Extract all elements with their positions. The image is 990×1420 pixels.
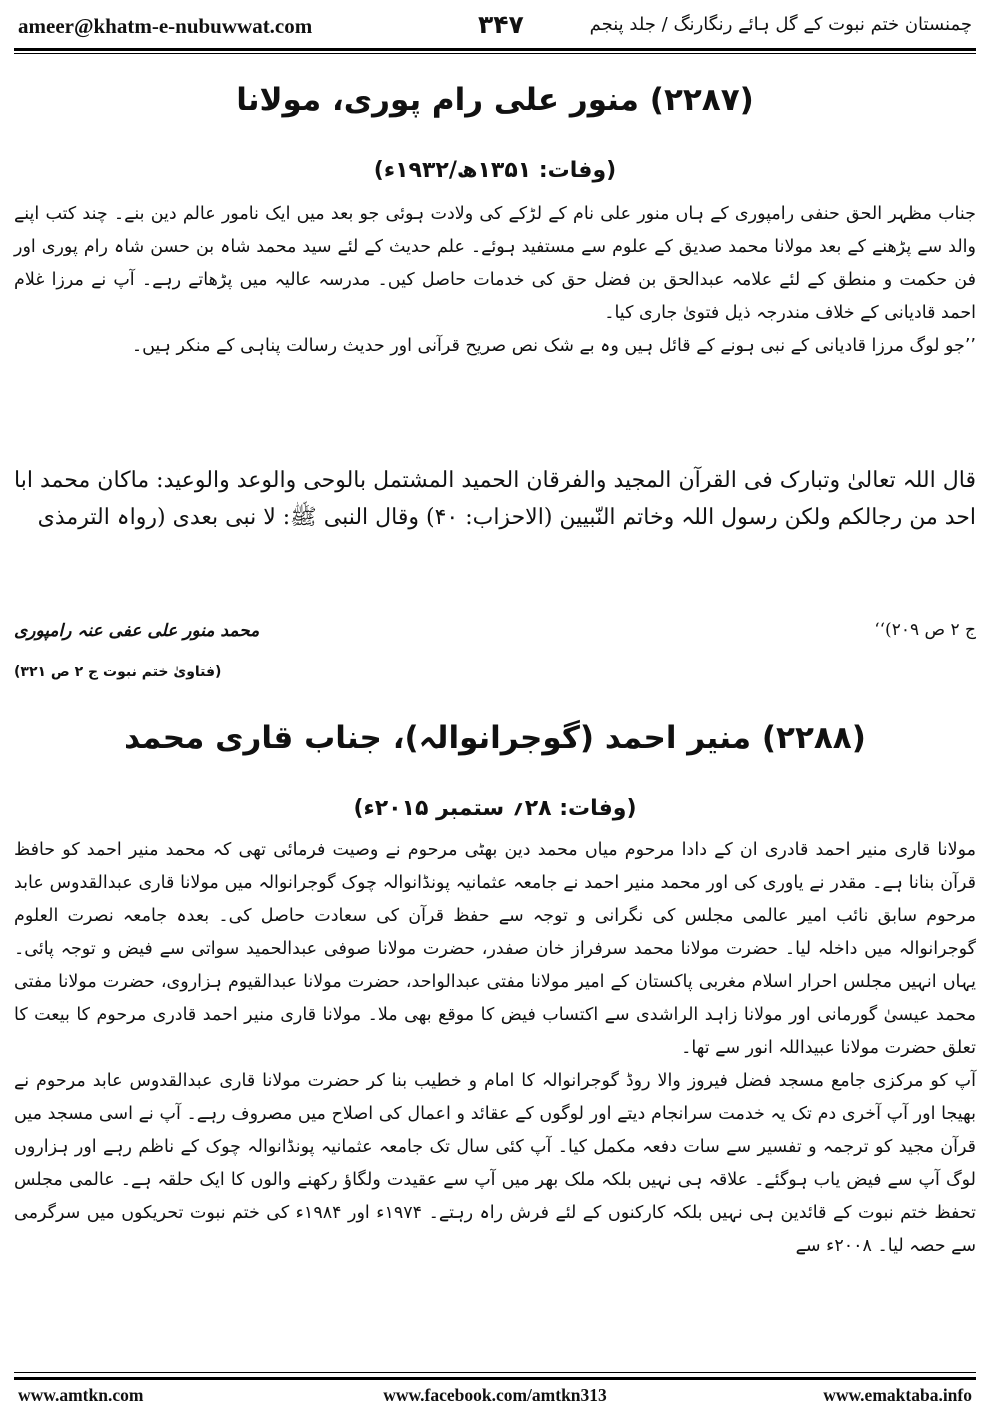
entry-paragraph (14, 834, 976, 1263)
biography-text-continued: آپ کو مرکزی جامع مسجد فضل فیروز والا روڈ گوجرانوالہ کا امام و خطیب بنا کر حضرت مولانا قاری عبدالقدوس عابد مرحوم نے بھیجا اور آپ آخری دم تک یہ خدمت سرانجام دیتے اور لوگوں کے عقائد و اعمال کی اصلاح میں مصروف رہے۔ آپ نے اسی مسجد میں قرآن مجید کو ترجمہ و تفسیر سے سات دفعہ مکمل کیا۔ آپ کئی سال تک جامعہ عثمانیہ پونڈانوالہ چوک کے ناظم رہے اور ہزاروں لوگ آپ سے فیض یاب ہوگئے۔ علاقہ ہی نہیں بلکہ ملک بھر میں آپ سے عقیدت ولگاؤ رکھنے والوں کا ایک حلقہ ہے۔ عالمی مجلس تحفظ ختم نبوت کے قائدین ہی نہیں بلکہ کارکنوں کے لئے فرش راہ رہتے۔ ۱۹۷۴ء اور ۱۹۸۴ء کی ختم نبوت تحریکوں میں سرگرمی سے حصہ لیا۔ ۲۰۰۸ء سے (14, 1071, 976, 1256)
fatwa-signer: محمد منور علی عفی عنہ رامپوری (14, 621, 260, 641)
book-title: چمنستان ختم نبوت کے گل ہائے رنگارنگ / جلد پنجم (589, 14, 972, 35)
biography-text: جناب مظہر الحق حنفی رامپوری کے ہاں منور علی نام کے لڑکے کی ولادت ہوئی جو بعد میں ایک نامور عالم دین بنے۔ چند کتب اپنے والد سے پڑھنے کے بعد مولانا محمد صدیق کے علوم سے مستفید ہوئے۔ علم حدیث کے لئے سید محمد شاہ بن حسن شاہ رام پوری اور فن حکمت و منطق کے لئے علامہ عبدالحق بن فضل حق کی خدمات حاصل کیں۔ مدرسہ عالیہ میں پڑھاتے رہے۔ آپ نے مرزا غلام احمد قادیانی کے خلاف مندرجہ ذیل فتویٰ جاری کیا۔ (14, 204, 976, 323)
biography-text: مولانا قاری منیر احمد قادری ان کے دادا مرحوم میاں محمد دین بھٹی مرحوم نے وصیت فرمائی تھی کہ محمد منیر احمد کو حافظ قرآن بنانا ہے۔ مقدر نے یاوری کی اور محمد منیر احمد نے جامعہ عثمانیہ پونڈانوالہ چوک گوجرانوالہ میں مولانا قاری عبدالقدوس عابد مرحوم سابق نائب امیر عالمی مجلس کی نگرانی و توجہ سے حفظ قرآن کی سعادت حاصل کی۔ بعدہ جامعہ نصرت العلوم گوجرانوالہ میں داخلہ لیا۔ حضرت مولانا محمد سرفراز خان صفدر، حضرت مولانا صوفی عبدالحمید سواتی سے فیض و توجہ پائی۔ یہاں انہیں مجلس احرار اسلام مغربی پاکستان کے امیر مولانا مفتی عبدالواحد، حضرت مولانا عبدالقیوم ہزاروی، حضرت مولانا مفتی محمد عیسیٰ گورمانی اور مولانا زاہد الراشدی سے اکتساب فیض کا موقع بھی ملا۔ مولانا قاری منیر احمد قادری مرحوم کا بیعت کا تعلق حضرت مولانا عبیداللہ انور سے تھا۔ (14, 840, 976, 1058)
entry-title: (۲۲۸۸) منیر احمد (گوجرانوالہ)، جناب قاری محمد (124, 720, 866, 756)
page-footer (18, 1385, 972, 1415)
footer-library-link[interactable]: www.emaktaba.info (823, 1385, 972, 1405)
header-email: ameer@khatm-e-nubuwwat.com (18, 14, 313, 38)
entry-death-date: (وفات: ۱۳۵۱ھ/۱۹۳۲ء) (373, 158, 617, 183)
entry-paragraph (14, 198, 976, 363)
footer-rule (14, 1377, 976, 1380)
footer-rule-thin (14, 1372, 976, 1373)
header-rule (14, 48, 976, 51)
page-number: ۳۴۷ (478, 10, 524, 39)
entry-title: (۲۲۸۷) منور علی رام پوری، مولانا (236, 82, 754, 118)
footer-facebook-link[interactable]: www.facebook.com/amtkn313 (383, 1385, 607, 1405)
entry-death-date: (وفات: ۲۸؍ ستمبر ۲۰۱۵ء) (353, 796, 637, 821)
footer-website-link[interactable]: www.amtkn.com (18, 1385, 144, 1405)
fatwa-quote: ’’جو لوگ مرزا قادیانی کے نبی ہونے کے قائل ہیں وہ بے شک نص صریح قرآنی اور حدیث رسالت پناہی کے منکر ہیں۔ (131, 336, 976, 356)
reference-end: ج ۲ ص ۲۰۹)‘‘ (874, 620, 976, 640)
fatwa-signature-row (14, 616, 976, 650)
source-citation: (فتاویٰ ختم نبوت ج ۲ ص ۳۲۱) (14, 664, 222, 680)
page-header (18, 10, 972, 46)
header-rule-thin (14, 53, 976, 54)
arabic-quotation: قال اللہ تعالیٰ وتبارک فی القرآن المجید والفرقان الحمید المشتمل بالوحی والوعد والوعید: ماکان محمد ابا احد من رجالکم ولکن رسول اللہ وخاتم النّبیین (الاحزاب: ۴۰) وقال النبی ﷺ: لا نبی بعدی (رواہ الترمذی (14, 468, 976, 530)
